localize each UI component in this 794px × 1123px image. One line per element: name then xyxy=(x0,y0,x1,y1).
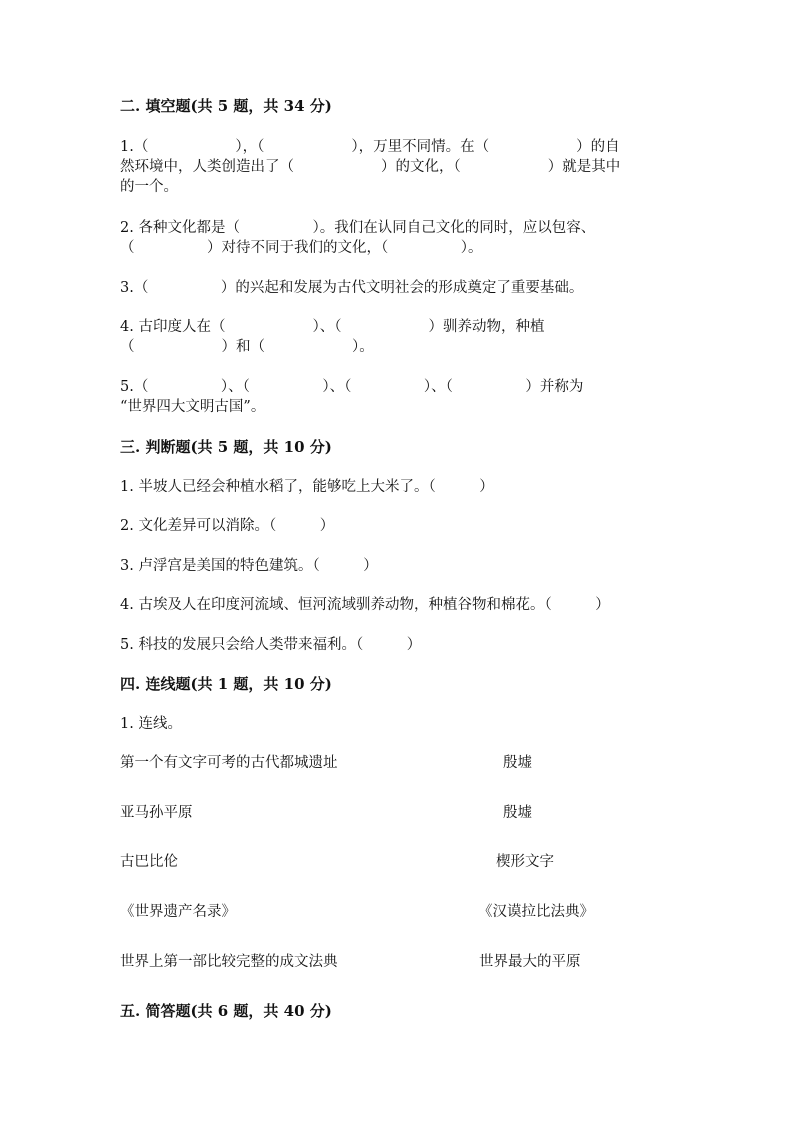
question-text: 的一个。 xyxy=(120,179,178,195)
section-heading-fill-blank: 二. 填空题(共 5 题，共 34 分) xyxy=(120,97,332,115)
question-text: 2. 各种文化都是（ ）。我们在认同自己文化的同时，应以包容、 xyxy=(120,220,596,236)
match-left-item: 《世界遗产名录》 xyxy=(120,904,236,920)
judgement-item: 2. 文化差异可以消除。（ ） xyxy=(120,518,335,534)
question-text: “世界四大文明古国”。 xyxy=(120,399,266,415)
match-right-item: 《汉谟拉比法典》 xyxy=(478,904,594,920)
match-left-item: 古巴比伦 xyxy=(120,854,178,870)
question-text: 1.（ ），（ ），万里不同情。在（ ）的自 xyxy=(120,139,620,155)
question-text: 3.（ ）的兴起和发展为古代文明社会的形成奠定了重要基础。 xyxy=(120,280,584,296)
match-right-item: 殷墟 xyxy=(503,755,532,771)
match-left-item: 第一个有文字可考的古代都城遗址 xyxy=(120,755,338,771)
section-heading-short-answer: 五. 简答题(共 6 题，共 40 分) xyxy=(120,1002,332,1020)
question-text: （ ）对待不同于我们的文化，（ ）。 xyxy=(120,240,483,256)
section-heading-true-false: 三. 判断题(共 5 题，共 10 分) xyxy=(120,438,332,456)
judgement-item: 4. 古埃及人在印度河流域、恒河流域驯养动物，种植谷物和棉花。（ ） xyxy=(120,597,610,613)
question-text: （ ）和（ ）。 xyxy=(120,339,374,355)
match-left-item: 世界上第一部比较完整的成文法典 xyxy=(120,954,338,970)
match-right-item: 殷墟 xyxy=(503,805,532,821)
match-left-item: 亚马孙平原 xyxy=(120,805,193,821)
judgement-item: 1. 半坡人已经会种植水稻了，能够吃上大米了。（ ） xyxy=(120,479,494,495)
question-text: 5.（ ）、（ ）、（ ）、（ ）并称为 xyxy=(120,379,584,395)
question-text: 4. 古印度人在（ ）、（ ）驯养动物，种植 xyxy=(120,319,545,335)
match-right-item: 楔形文字 xyxy=(496,854,554,870)
match-right-item: 世界最大的平原 xyxy=(479,954,581,970)
section-heading-matching: 四. 连线题(共 1 题，共 10 分) xyxy=(120,675,332,693)
judgement-item: 5. 科技的发展只会给人类带来福利。（ ） xyxy=(120,637,422,653)
question-text: 然环境中，人类创造出了（ ）的文化，（ ）就是其中 xyxy=(120,159,621,175)
judgement-item: 3. 卢浮宫是美国的特色建筑。（ ） xyxy=(120,558,378,574)
matching-instruction: 1. 连线。 xyxy=(120,716,182,732)
